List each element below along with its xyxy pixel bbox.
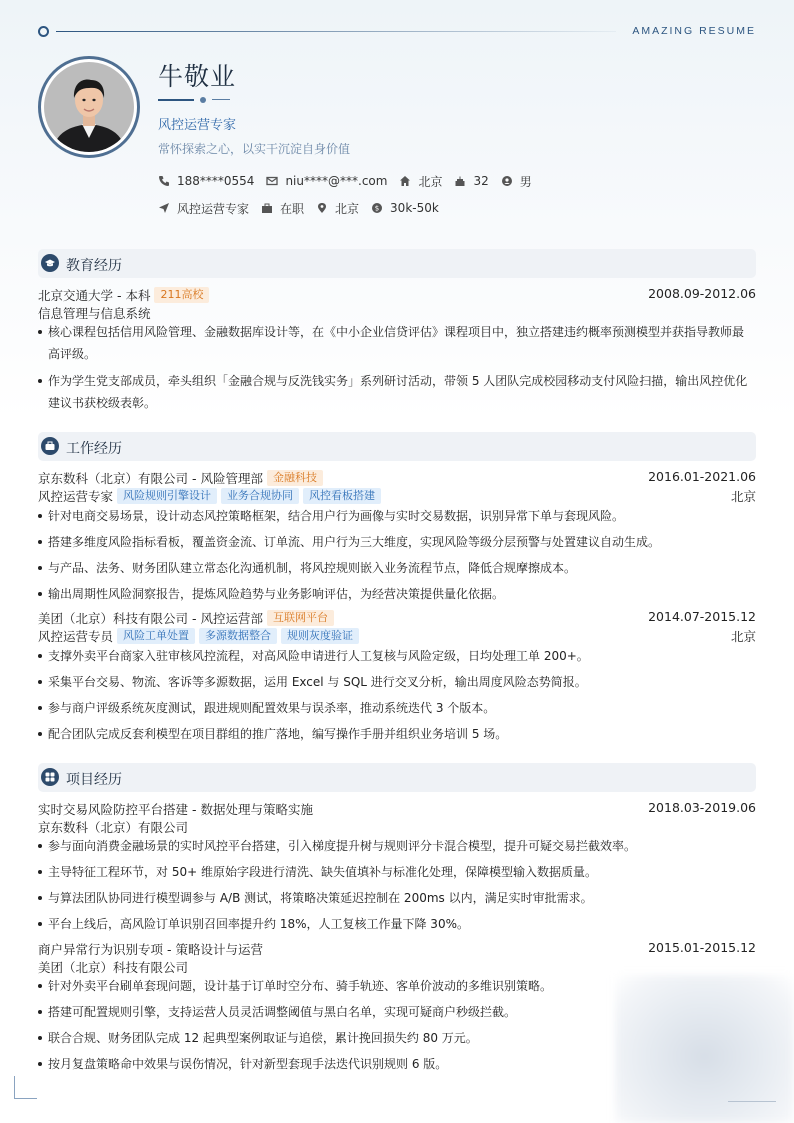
company-name: 京东数科（北京）有限公司 - 风险管理部 [38,471,263,486]
target-city-value: 北京 [335,201,360,216]
company-name: 美团（北京）科技有限公司 - 风控运营部 [38,611,263,626]
job-period: 2014.07-2015.12 [648,609,756,624]
list-item: 按月复盘策略命中效果与误伤情况，针对新型套现手法迭代识别规则 6 版。 [38,1053,748,1075]
email-item [266,174,387,188]
skill-tag: 风控看板搭建 [303,488,381,504]
list-item: 参与面向消费金融场景的实时风控平台搭建，引入梯度提升树与规则评分卡混合模型，提升可疑交易拦截效率。 [38,835,748,857]
section-title: 工作经历 [66,441,122,457]
list-item: 针对外卖平台刷单套现问题，设计基于订单时空分布、骑手轨迹、客单价波动的多维识别策略。 [38,975,748,997]
job-city: 北京 [730,489,756,504]
salary-item [371,201,439,215]
location-icon [316,202,328,214]
list-item: 与算法团队协同进行模型调参与 A/B 测试，将策略决策延迟控制在 200ms 以内，满足实时审批需求。 [38,887,748,909]
send-icon [158,202,170,214]
job-intent-row [158,199,451,217]
list-item: 配合团队完成反套利模型在项目群组的推广落地，编写操作手册并组织业务培训 5 场。 [38,723,748,745]
age-item [454,174,488,188]
skill-tag: 多源数据整合 [199,628,277,644]
project-period: 2015.01-2015.12 [648,940,756,955]
school-tag: 211高校 [154,287,209,303]
project-company-row [38,818,756,836]
job-header-row [38,609,756,627]
skill-tag: 风险工单处置 [117,628,195,644]
job-city: 北京 [730,629,756,644]
list-item: 作为学生党支部成员，牵头组织「金融合规与反洗钱实务」系列研讨活动，带领 5 人团队完成校园移动支付风险扫描，输出风控优化建议书获校级表彰。 [38,370,748,414]
list-item: 与产品、法务、财务团队建立常态化沟通机制，将风控规则嵌入业务流程节点，降低合规摩擦成本。 [38,557,748,579]
list-item: 参与商户评级系统灰度测试，跟进规则配置效果与误杀率，推动系统迭代 3 个版本。 [38,697,748,719]
list-item: 针对电商交易场景，设计动态风控策略框架，结合用户行为画像与实时交易数据，识别异常下单与套现风险。 [38,505,748,527]
industry-tag: 金融科技 [267,470,323,486]
target-role-value: 风控运营专家 [177,201,250,216]
section-title: 项目经历 [66,772,122,788]
list-item: 联合合规、财务团队完成 12 起典型案例取证与追偿，累计挽回损失约 80 万元。 [38,1027,748,1049]
phone-icon [158,175,170,187]
skill-tag: 规则灰度验证 [281,628,359,644]
list-item: 采集平台交易、物流、客诉等多源数据，运用 Excel 与 SQL 进行交叉分析，输出周度风险态势简报。 [38,671,748,693]
graduation-cap-icon [41,254,59,272]
industry-tag: 互联网平台 [267,610,334,626]
grid-icon [41,768,59,786]
phone-item [158,174,254,188]
age-value: 32 [473,174,489,188]
major: 信息管理与信息系统 [38,306,151,321]
list-item: 平台上线后，高风险订单识别召回率提升约 18%，人工复核工作量下降 30%。 [38,913,748,935]
contact-info-row [158,172,544,190]
project-company: 美团（北京）科技有限公司 [38,960,189,975]
target-role-item [158,200,249,217]
list-item: 核心课程包括信用风险管理、金融数据库设计等，在《中小企业信贷评估》课程项目中，独立搭建违约概率预测模型并获指导教师最高评级。 [38,321,748,365]
status-value: 在职 [280,201,305,216]
project-header-row [38,940,756,958]
job-role: 风控运营专员 [38,629,114,644]
gender-item [501,173,532,190]
phone-value: 188****0554 [177,174,255,188]
project-period: 2018.03-2019.06 [648,800,756,815]
project-company: 京东数科（北京）有限公司 [38,820,189,835]
job-title: 风控运营专家 [158,118,237,133]
svg-text:$: $ [374,204,380,213]
circle-ornament [38,26,49,37]
project-header-row [38,800,756,818]
city-value: 北京 [418,174,443,189]
job-role-row [38,487,756,505]
city-item [399,173,442,190]
home-icon [399,175,411,187]
cake-icon [454,175,466,187]
education-header-row [38,286,756,304]
skill-tag: 业务合规协同 [221,488,299,504]
school-name: 北京交通大学 - 本科 [38,288,151,303]
education-section-header [38,249,756,278]
gender-value: 男 [519,174,532,189]
money-icon [371,202,383,214]
projects-section-header [38,763,756,792]
job-role: 风控运营专家 [38,489,114,504]
brand-label: AMAZING RESUME [632,25,756,37]
mail-icon [266,175,278,187]
job-role-row [38,627,756,645]
avatar [38,56,140,158]
briefcase-icon [41,437,59,455]
project-name: 商户异常行为识别专项 - 策略设计与运营 [38,942,263,957]
education-period: 2008.09-2012.06 [648,286,756,301]
job-period: 2016.01-2021.06 [648,469,756,484]
skill-tag: 风险规则引擎设计 [117,488,217,504]
list-item: 支撑外卖平台商家入驻审核风控流程，对高风险申请进行人工复核与风险定级，日均处理工单 200+。 [38,645,748,667]
status-item [261,200,304,217]
profile-photo [44,62,134,152]
briefcase-icon [261,202,273,214]
candidate-name: 牛敬业 [158,62,237,91]
major-row [38,304,756,322]
list-item: 主导特征工程环节，对 50+ 维原始字段进行清洗、缺失值填补与标准化处理，保障模型输入数据质量。 [38,861,748,883]
job-header-row [38,469,756,487]
corner-ornament [14,1076,37,1099]
footer-line [728,1101,776,1102]
email-value: niu****@***.com [285,174,388,188]
list-item: 输出周期性风险洞察报告，提炼风险趋势与业务影响评估，为经营决策提供量化依据。 [38,583,748,605]
project-company-row [38,958,756,976]
gender-icon [501,175,513,187]
salary-value: 30k-50k [390,201,439,215]
target-city-item [316,200,359,217]
project-name: 实时交易风险防控平台搭建 - 数据处理与策略实施 [38,802,313,817]
list-item: 搭建可配置规则引擎，支持运营人员灵活调整阈值与黑白名单，实现可疑商户秒级拦截。 [38,1001,748,1023]
header-line [56,31,616,32]
name-underline-decoration [158,96,238,104]
work-section-header [38,432,756,461]
section-title: 教育经历 [66,258,122,274]
header-decoration [38,26,756,38]
motto: 常怀探索之心，以实干沉淀自身价值 [158,142,351,156]
list-item: 搭建多维度风险指标看板，覆盖资金流、订单流、用户行为三大维度，实现风险等级分层预警与处置建议自动生成。 [38,531,748,553]
